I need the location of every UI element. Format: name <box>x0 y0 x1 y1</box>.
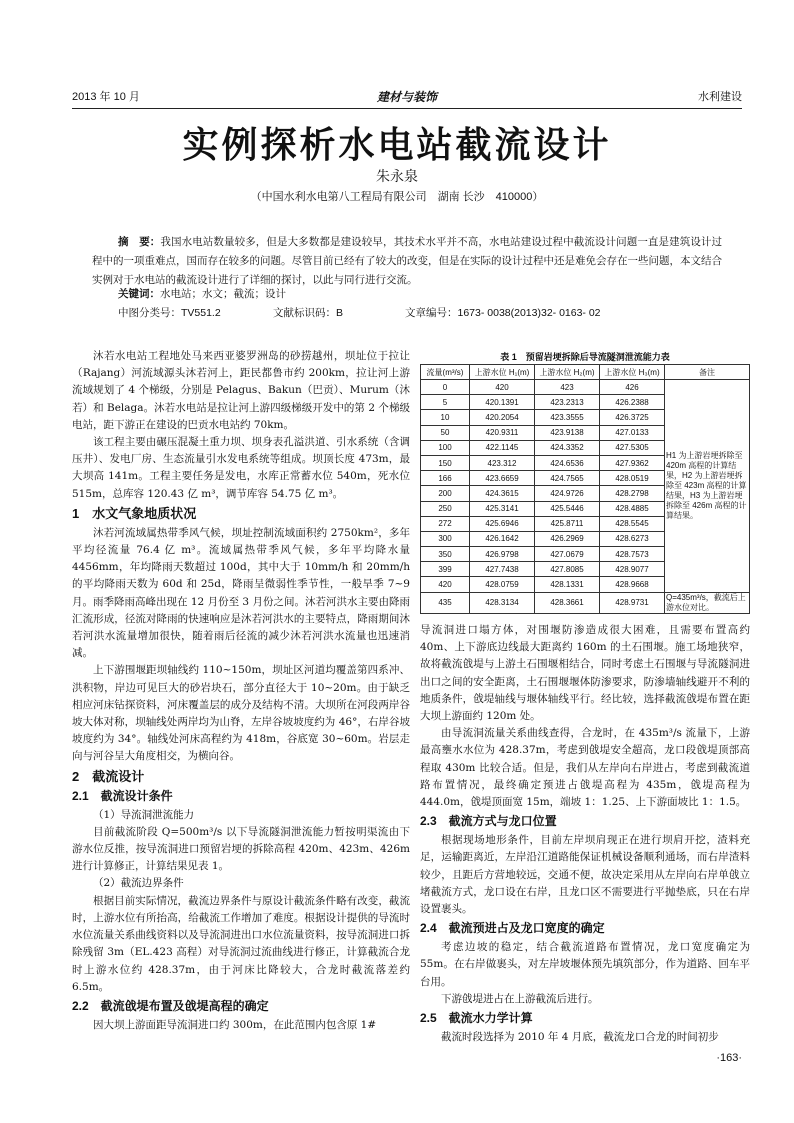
subsection-heading: 2.4 截流预进占及龙口宽度的确定 <box>420 921 605 936</box>
table-cell: 428.7573 <box>600 547 665 562</box>
table-cell: 428.9668 <box>600 577 665 592</box>
table-cell: 428.0519 <box>600 471 665 486</box>
page-header <box>72 88 742 104</box>
right-column <box>420 622 750 1046</box>
table-header: 上游水位 H₃(m) <box>600 365 665 380</box>
article-number: 文章编号：1673- 0038(2013)32- 0163- 02 <box>405 307 601 319</box>
doc-code: 文献标识码：B <box>273 307 344 319</box>
table-cell: 424.7565 <box>535 471 600 486</box>
table-cell: 423.2313 <box>535 395 600 410</box>
table-cell: 100 <box>421 440 470 455</box>
keywords-text: 水电站；水文；截流；设计 <box>160 288 286 300</box>
table-cell: 426.3725 <box>600 410 665 425</box>
table-cell: 428.4885 <box>600 501 665 516</box>
table-row <box>421 380 750 395</box>
paragraph: 截流时段选择为 2010 年 4 月底，截流龙口合龙的时间初步 <box>441 1031 719 1044</box>
table-cell: 399 <box>421 562 470 577</box>
table-cell: 50 <box>421 425 470 440</box>
paragraph: 下游戗堤进占在上游截流后进行。 <box>441 992 599 1005</box>
table-cell: 425.3141 <box>470 501 535 516</box>
table-cell: 427.5305 <box>600 440 665 455</box>
table-cell: 250 <box>421 501 470 516</box>
paragraph: 上下游围堰距坝轴线约 110~150m，坝址区河道均覆盖第四系冲、洪积物，岸边可见巨大的砂岩块石，部分直径大于 10~20m。由于缺乏相应河床钻探资料，河床覆盖层的成分及结构不清。大坝所在河段两岸谷坡大体对称，坝轴线处两岸均为山脊，左岸谷坡坡度约为 46°，右岸谷坡坡度约为 34°。轴线处河床高程约为 418m，谷底宽 30~60m。岩层走向与河谷呈大角度相交，为横向谷。 <box>72 664 410 763</box>
table-header: 上游水位 H₁(m) <box>470 365 535 380</box>
page-number: ·163· <box>716 1052 742 1064</box>
table-cell: 425.8711 <box>535 516 600 531</box>
table-cell: 424.3352 <box>535 440 600 455</box>
table-header-row <box>421 365 750 380</box>
table-cell: 423.312 <box>470 455 535 470</box>
table-cell: 428.0759 <box>470 577 535 592</box>
table-cell: 435 <box>421 592 470 613</box>
paragraph: 根据目前实际情况，截流边界条件与原设计截流条件略有改变，截流时，上游水位有所抬高，给截流工作增加了难度。根据设计提供的导流时水位流量关系曲线资料以及导流洞进出口水位流量资料，按导流洞进口拆除残留 3m（EL.423 高程）对导流洞过流曲线进行修正，计算截流合龙时上游水位约 428.37m，由于河床比降较大，合龙时截流落差约 6.5m。 <box>72 894 410 993</box>
abstract-text: 我国水电站数量较多，但是大多数都是建设较早，其技术水平并不高，水电站建设过程中截流设计问题一直是建筑设计过程中的一项重难点，国而存在较多的问题。尽管目前已经有了较大的改变，但是在实际的设计过程中还是难免会存在一些问题，本文结合实例对于水电站的截流设计进行了详细的探讨，以此与同行进行交流。 <box>92 236 723 286</box>
table-cell: 425.5446 <box>535 501 600 516</box>
affiliation: （中国水利水电第八工程局有限公司 湖南 长沙 410000） <box>250 191 544 203</box>
table-header: 备注 <box>665 365 750 380</box>
subsection-heading: 2.2 截流戗堤布置及戗堤高程的确定 <box>72 998 269 1013</box>
author: 朱永泉 <box>376 169 418 185</box>
section-heading: 1 水文气象地质状况 <box>72 505 197 521</box>
clc-number: 中图分类号：TV551.2 <box>118 307 221 319</box>
paragraph: 导流洞进口塌方体，对围堰防渗造成很大困难，且需要布置高约 40m、上下游底边线最大距离约 160m 的土石围堰。施工场地狭窄，故将截流戗堤与上游土石围堰相结合，同时考虑土石围堰与导流隧洞进出口之间的安全距离，土石围堰堰体防渗要求，防渗墙轴线避开不利的地质条件，戗堤轴线与堰体轴线平行。经比较，选择截流戗堤布置在距大坝上游面约 120m 处。 <box>420 624 750 723</box>
table-cell: 426.2969 <box>535 531 600 546</box>
abstract-label: 摘 要： <box>118 236 161 248</box>
abstract <box>92 233 722 290</box>
table-cell: 428.9077 <box>600 562 665 577</box>
table-cell: 428.3661 <box>535 592 600 613</box>
table-cell: 420.1391 <box>470 395 535 410</box>
table-cell: 425.6946 <box>470 516 535 531</box>
table-cell: 424.6536 <box>535 455 600 470</box>
paragraph: 由导流洞流量关系曲线查得，合龙时，在 435m³/s 流量下，上游最高壅水水位为 428.37m，考虑到戗堤安全超高，龙口段戗堤顶部高程取 430m 比较合适。但是，我们从左岸向右岸进占，考虑到截流道路布置情况，最终确定预进占戗堤高程为 435m，戗堤高程为 444.0m，戗堤顶面宽 15m，端坡 1：1.25、上下游面坡比 1：1.5。 <box>420 727 750 809</box>
table-cell: 424.3615 <box>470 486 535 501</box>
table-cell: 427.7438 <box>470 562 535 577</box>
table-cell: 0 <box>421 380 470 395</box>
section-heading: 2 截流设计 <box>72 768 145 784</box>
table-cell: 427.9362 <box>600 455 665 470</box>
table-cell: 428.9731 <box>600 592 665 613</box>
paragraph: 目前截流阶段 Q=500m³/s 以下导流隧洞泄流能力暂按明渠流由下游水位反推，按导流洞进口预留岩埂的拆除高程 420m、423m、426m 进行计算修正，计算结果见表 1。 <box>72 825 410 873</box>
table-cell: 150 <box>421 455 470 470</box>
table-note: H1 为上游岩埂拆除至 420m 高程的计算结果，H2 为上游岩埂拆除至 423m 高程的计算结果，H3 为上游岩埂拆除至 426m 高程的计算结果。 <box>665 380 750 593</box>
table-cell: 428.1331 <box>535 577 600 592</box>
paper-title: 实例探析水电站截流设计 <box>182 124 612 166</box>
table-cell: 423.3555 <box>535 410 600 425</box>
table-cell: 427.8085 <box>535 562 600 577</box>
keywords-label: 关键词： <box>118 288 160 300</box>
table-row <box>421 592 750 613</box>
paragraph: 因大坝上游面距导流洞进口约 300m，在此范围内包含原 1# <box>93 1018 377 1031</box>
header-section: 水利建设 <box>698 91 742 103</box>
table-cell: 423.6659 <box>470 471 535 486</box>
table-cell: 166 <box>421 471 470 486</box>
table-cell: 422.1145 <box>470 440 535 455</box>
paragraph: 该工程主要由碾压混凝土重力坝、坝身表孔溢洪道、引水系统（含调压井）、发电厂房、生态流量引水发电系统等组成。坝顶长度 473m，最大坝高 141m。工程主要任务是发电，水库正常蓄水位 540m，死水位 515m，总库容 120.43 亿 m³，调节库容 54.75 亿 m³。 <box>72 436 410 500</box>
paragraph: （1）导流洞泄流能力 <box>93 808 195 821</box>
discharge-table <box>420 364 750 614</box>
table-header: 上游水位 H₂(m) <box>535 365 600 380</box>
table-cell: 426.9798 <box>470 547 535 562</box>
header-rule <box>72 108 742 109</box>
table-header: 流量(m³/s) <box>421 365 470 380</box>
paragraph: 沐若水电站工程地处马来西亚婆罗洲岛的砂捞越州，坝址位于拉让（Rajang）河流域源头沐若河上，距民都鲁市约 200km，拉让河上游流域规划了 4 个梯级，分别是 Pelagus、Bakun（巴贡）、Murum（沐若）和 Belaga。沐若水电站是拉让河上游四级梯级开发中的第 2 个梯级电站，距下游正在建设的巴贡水电站约 70km。 <box>72 350 410 431</box>
table-cell: 428.5545 <box>600 516 665 531</box>
table-cell: 426.1642 <box>470 531 535 546</box>
table-cell: 200 <box>421 486 470 501</box>
table-cell: 420.9311 <box>470 425 535 440</box>
table-cell: 428.6273 <box>600 531 665 546</box>
table-cell: 420.2054 <box>470 410 535 425</box>
table-cell: 424.9726 <box>535 486 600 501</box>
subsection-heading: 2.1 截流设计条件 <box>72 788 173 803</box>
table-note: Q=435m³/s，截流后上游水位对比。 <box>665 592 750 613</box>
paragraph: 根据现场地形条件，目前左岸坝肩现正在进行坝肩开挖，渣料充足，运输距离近，左岸沿江道路能保证机械设备顺利通场，而右岸渣料较少，且距后方营地较远，交通不便，故决定采用从左岸向右岸单戗立堵截流方式，龙口设在右岸，且龙口区不需要进行平抛垫底，只在右岸设置裹头。 <box>420 834 750 916</box>
paragraph: 考虑边坡的稳定，结合截流道路布置情况，龙口宽度确定为 55m。在右岸做裹头，对左岸坡堰体预先填筑部分，作为道路、回车平台用。 <box>420 941 750 988</box>
table-cell: 428.2798 <box>600 486 665 501</box>
table-cell: 428.3134 <box>470 592 535 613</box>
table-cell: 427.0133 <box>600 425 665 440</box>
header-journal: 建材与装饰 <box>376 90 437 104</box>
table-cell: 423 <box>535 380 600 395</box>
table-cell: 10 <box>421 410 470 425</box>
table-cell: 426 <box>600 380 665 395</box>
subsection-heading: 2.5 截流水力学计算 <box>420 1011 533 1026</box>
table-cell: 427.0679 <box>535 547 600 562</box>
table-cell: 300 <box>421 531 470 546</box>
table-cell: 420 <box>421 577 470 592</box>
keywords <box>118 286 286 301</box>
table-cell: 420 <box>470 380 535 395</box>
subsection-heading: 2.3 截流方式与龙口位置 <box>420 814 557 829</box>
paragraph: （2）截流边界条件 <box>93 877 184 890</box>
table-caption: 表 1 预留岩埂拆除后导流隧洞泄流能力表 <box>500 352 670 362</box>
table-cell: 5 <box>421 395 470 410</box>
table-cell: 350 <box>421 547 470 562</box>
table-cell: 426.2388 <box>600 395 665 410</box>
left-column <box>72 348 410 1034</box>
table-cell: 423.9138 <box>535 425 600 440</box>
paragraph: 沐若河流域属热带季风气候，坝址控制流域面积约 2750km²，多年平均径流量 76.4 亿 m³。流域属热带季风气候，多年平均降水量 4456mm，年均降雨天数超过 100d，其中大于 10mm/h 和 20mm/h 的平均降雨天数为 60d 和 25d，降雨呈微弱性季节性，一般旱季 7~9 月。雨季降雨高峰出现在 12 月份至 3 月份之间。沐若河洪水主要由降雨汇流形成，径流对降雨的快速响应是沐若河洪水的主要特点，降雨期间沐若河洪水流量增加很快，随着雨后径流的减少沐若河洪水流量也迅速消减。 <box>72 526 410 660</box>
header-date: 2013 年 10 月 <box>72 91 140 103</box>
table-cell: 272 <box>421 516 470 531</box>
